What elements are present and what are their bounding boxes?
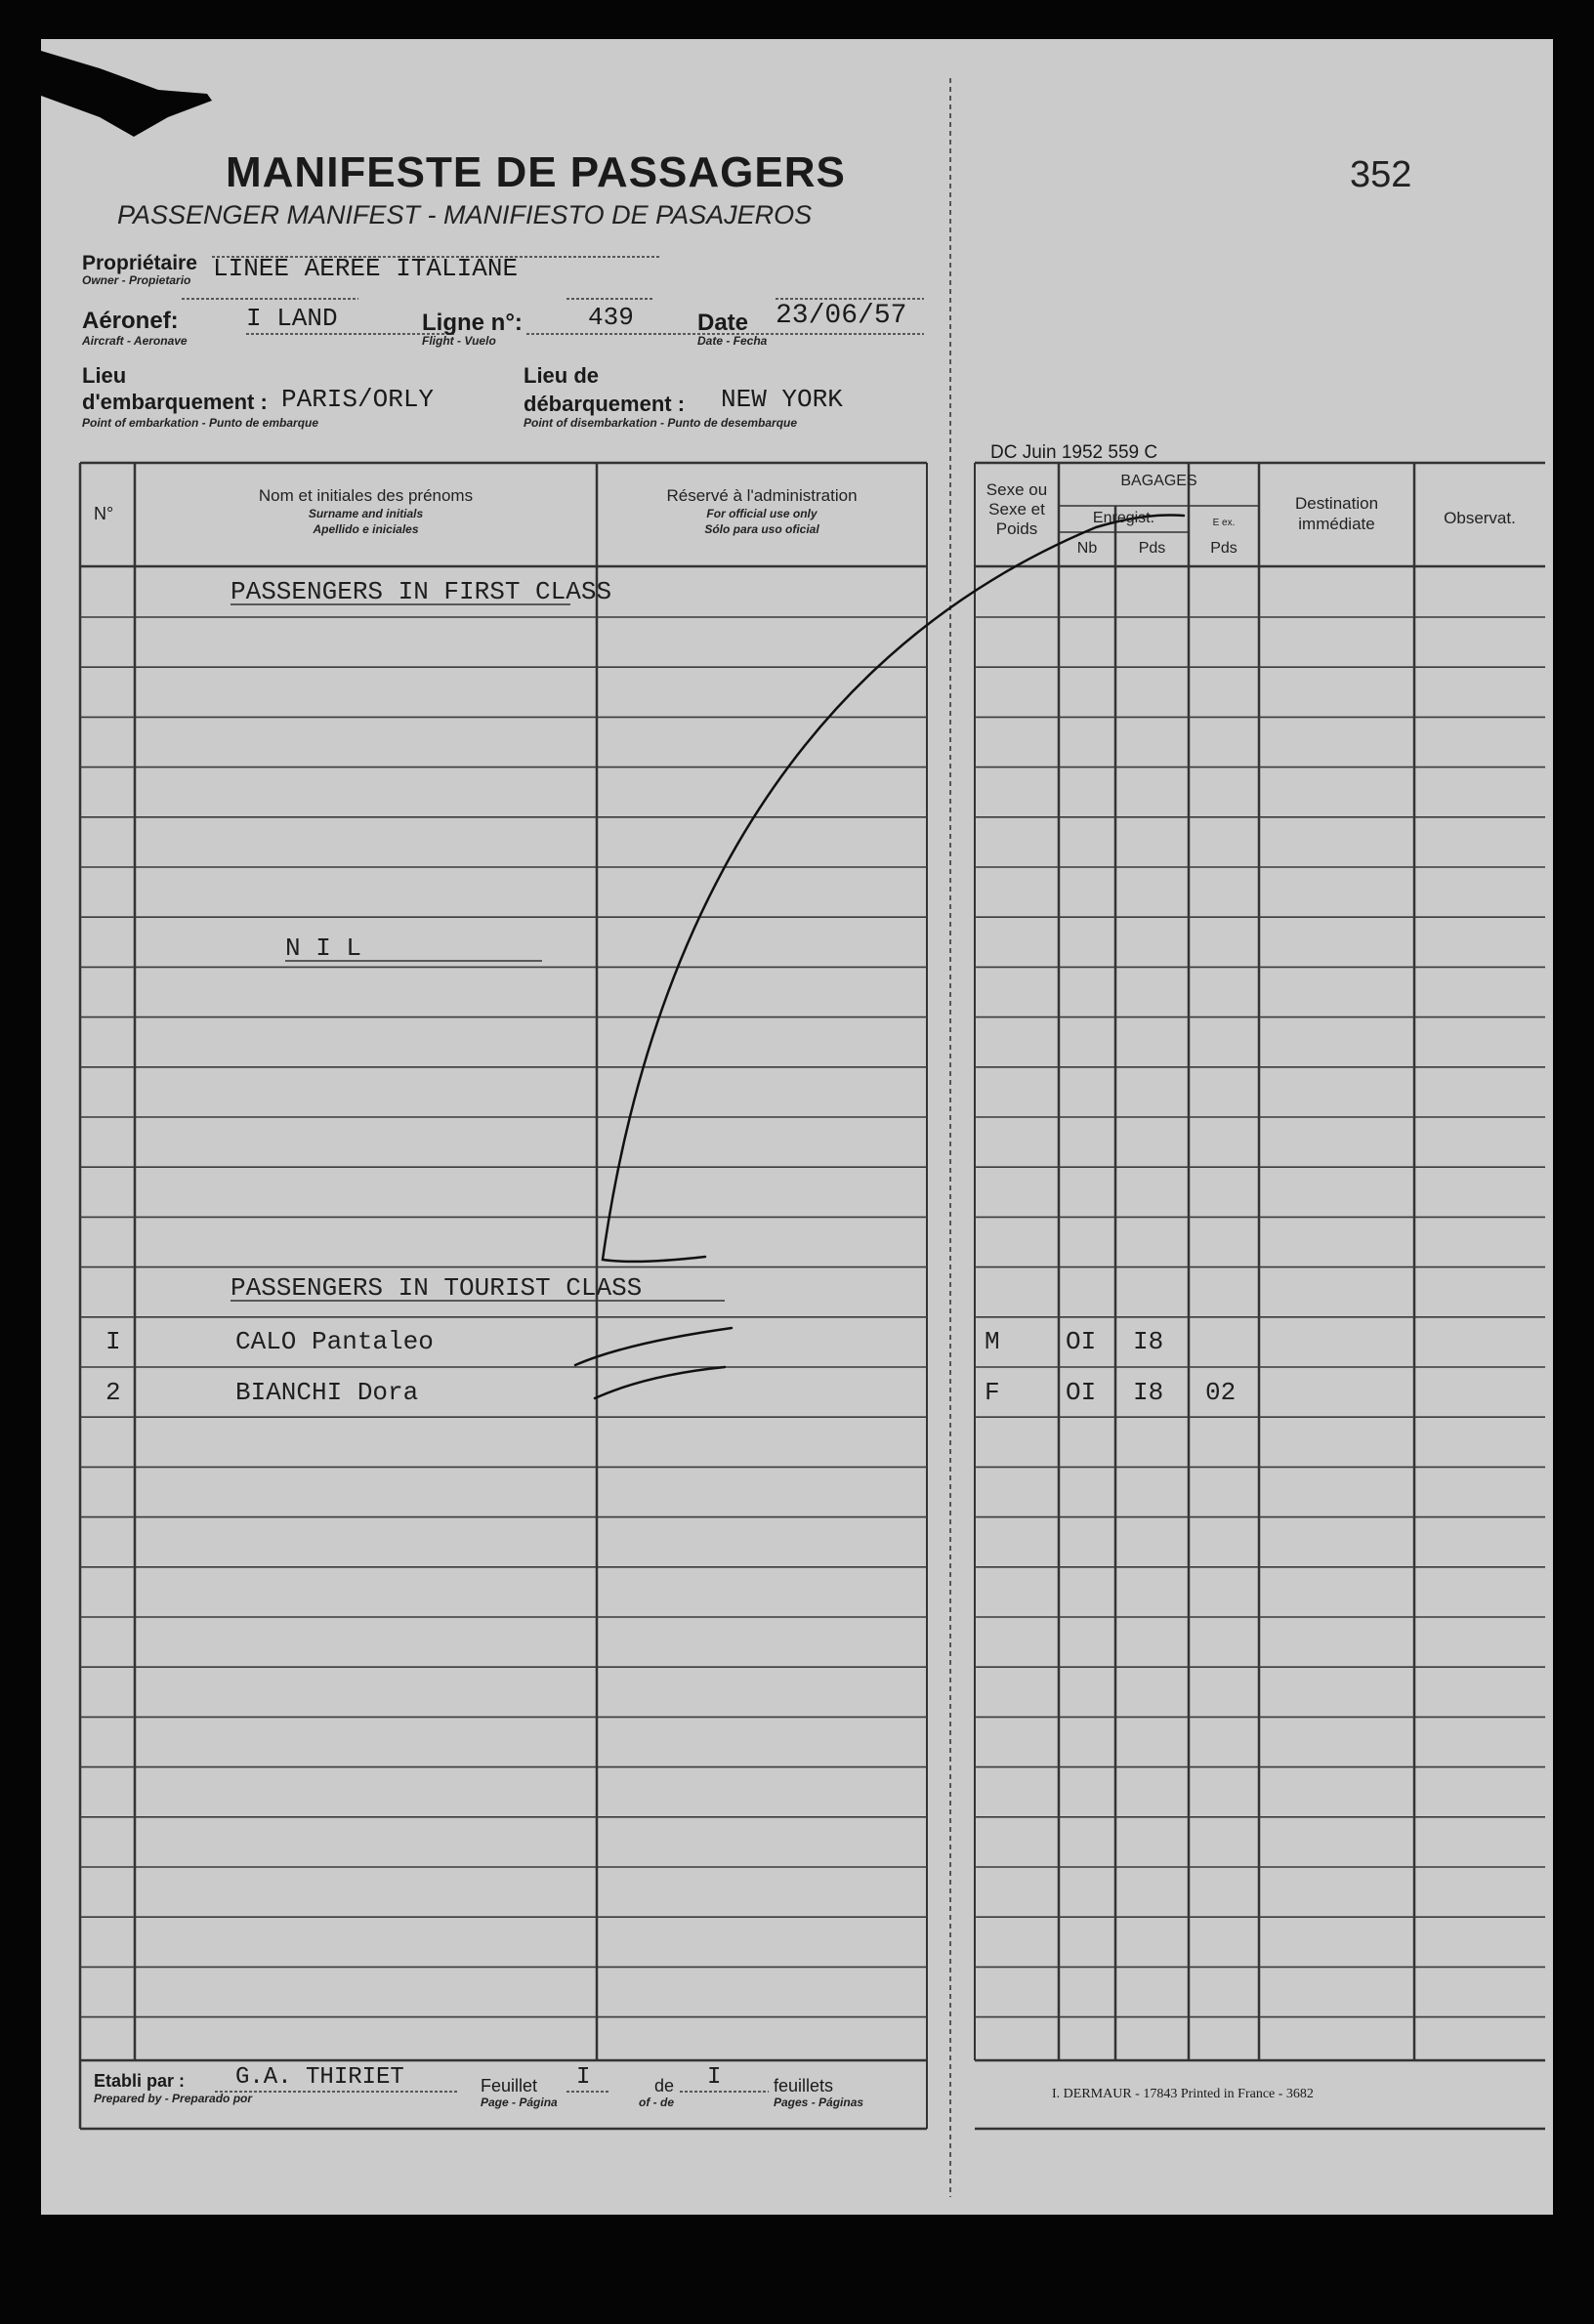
col-header-destination: Destination immédiate bbox=[1294, 494, 1379, 533]
printer-line: I. DERMAUR - 17843 Printed in France - 3682 bbox=[1052, 2087, 1314, 2101]
col-header-admin-sub-1: For official use only bbox=[706, 507, 818, 520]
table-row-1-nb: OI bbox=[1066, 1327, 1097, 1356]
owner-label: Propriétaire bbox=[82, 252, 197, 274]
owner-sublabel: Owner - Propietario bbox=[82, 273, 191, 287]
owner-value: LINEE AEREE ITALIANE bbox=[213, 254, 519, 283]
table-row-2-nb: OI bbox=[1066, 1378, 1097, 1407]
table-row-1-sex: M bbox=[985, 1327, 1000, 1356]
col-header-name-sub-2: Apellido e iniciales bbox=[313, 522, 419, 536]
section-nil: N I L bbox=[285, 934, 362, 963]
disembark-label-2: débarquement : bbox=[524, 392, 686, 416]
sheets-sublabel: Pages - Páginas bbox=[774, 2096, 864, 2109]
date-sublabel: Date - Fecha bbox=[697, 334, 768, 348]
col-header-nb: Nb bbox=[1076, 540, 1098, 557]
section-tourist-class: PASSENGERS IN TOURIST CLASS bbox=[231, 1273, 643, 1303]
col-header-observ: Observat. bbox=[1444, 509, 1516, 527]
col-header-name-sub-1: Surname and initials bbox=[308, 507, 424, 520]
aircraft-label: Aéronef: bbox=[82, 308, 179, 334]
col-header-baggage: BAGAGES bbox=[1120, 473, 1197, 489]
col-header-registered: Enregist. bbox=[1092, 510, 1155, 526]
col-header-sex: Sexe ou Sexe et Poids bbox=[986, 480, 1048, 538]
aircraft-value: I LAND bbox=[246, 304, 338, 333]
disembark-value: NEW YORK bbox=[721, 385, 843, 414]
flight-label: Ligne n°: bbox=[422, 310, 523, 336]
col-header-admin-sub-2: Sólo para uso oficial bbox=[704, 522, 819, 536]
table-row-2-no: 2 bbox=[105, 1378, 121, 1407]
prepared-label: Etabli par : bbox=[94, 2071, 186, 2091]
embark-label-1: Lieu bbox=[82, 363, 127, 388]
col-header-no: N° bbox=[94, 504, 114, 523]
table-row-2-sex: F bbox=[985, 1378, 1000, 1407]
col-header-excess-pds: Pds bbox=[1210, 540, 1237, 557]
prepared-value: G.A. THIRIET bbox=[235, 2064, 404, 2091]
flight-sublabel: Flight - Vuelo bbox=[422, 334, 496, 348]
of-value: I bbox=[707, 2064, 722, 2091]
col-header-name: Nom et initiales des prénoms bbox=[258, 486, 474, 505]
sheet-sublabel: Page - Página bbox=[481, 2096, 558, 2109]
sheets-label: feuillets bbox=[774, 2076, 834, 2096]
date-value: 23/06/57 bbox=[776, 301, 907, 331]
col-header-excess: E ex. bbox=[1212, 518, 1236, 528]
embark-value: PARIS/ORLY bbox=[281, 385, 435, 414]
page-stamp: 352 bbox=[1350, 154, 1412, 195]
table-row-2-excess: 02 bbox=[1205, 1378, 1237, 1407]
table-row-1-name: CALO Pantaleo bbox=[235, 1327, 434, 1356]
manifest-subtitle: PASSENGER MANIFEST - MANIFIESTO DE PASAJEROS bbox=[117, 200, 813, 229]
col-header-pds: Pds bbox=[1138, 540, 1166, 557]
of-label: de bbox=[654, 2076, 675, 2096]
prepared-sublabel: Prepared by - Preparado por bbox=[94, 2092, 253, 2105]
table-row-2-pds: I8 bbox=[1133, 1378, 1164, 1407]
of-sublabel: of - de bbox=[639, 2096, 674, 2109]
aircraft-sublabel: Aircraft - Aeronave bbox=[82, 334, 188, 348]
flight-value: 439 bbox=[588, 303, 634, 332]
embark-sublabel: Point of embarkation - Punto de embarque bbox=[82, 416, 319, 430]
table-row-1-no: I bbox=[105, 1327, 121, 1356]
disembark-label-1: Lieu de bbox=[524, 363, 600, 388]
embark-label-2: d'embarquement : bbox=[82, 390, 268, 414]
torn-corner bbox=[41, 39, 236, 166]
disembark-sublabel: Point of disembarkation - Punto de desembarque bbox=[524, 416, 798, 430]
table-row-2-name: BIANCHI Dora bbox=[235, 1378, 419, 1407]
sheet-value: I bbox=[576, 2064, 591, 2091]
manifest-title: MANIFESTE DE PASSAGERS bbox=[226, 148, 846, 196]
table-row-1-pds: I8 bbox=[1133, 1327, 1164, 1356]
sheet-label: Feuillet bbox=[481, 2076, 538, 2096]
form-code: DC Juin 1952 559 C bbox=[990, 442, 1158, 463]
date-label: Date bbox=[697, 310, 749, 336]
col-header-admin: Réservé à l'administration bbox=[666, 486, 858, 505]
section-first-class: PASSENGERS IN FIRST CLASS bbox=[231, 577, 612, 606]
table-grid bbox=[41, 39, 1553, 2215]
manifest-sheet bbox=[41, 39, 1553, 2215]
